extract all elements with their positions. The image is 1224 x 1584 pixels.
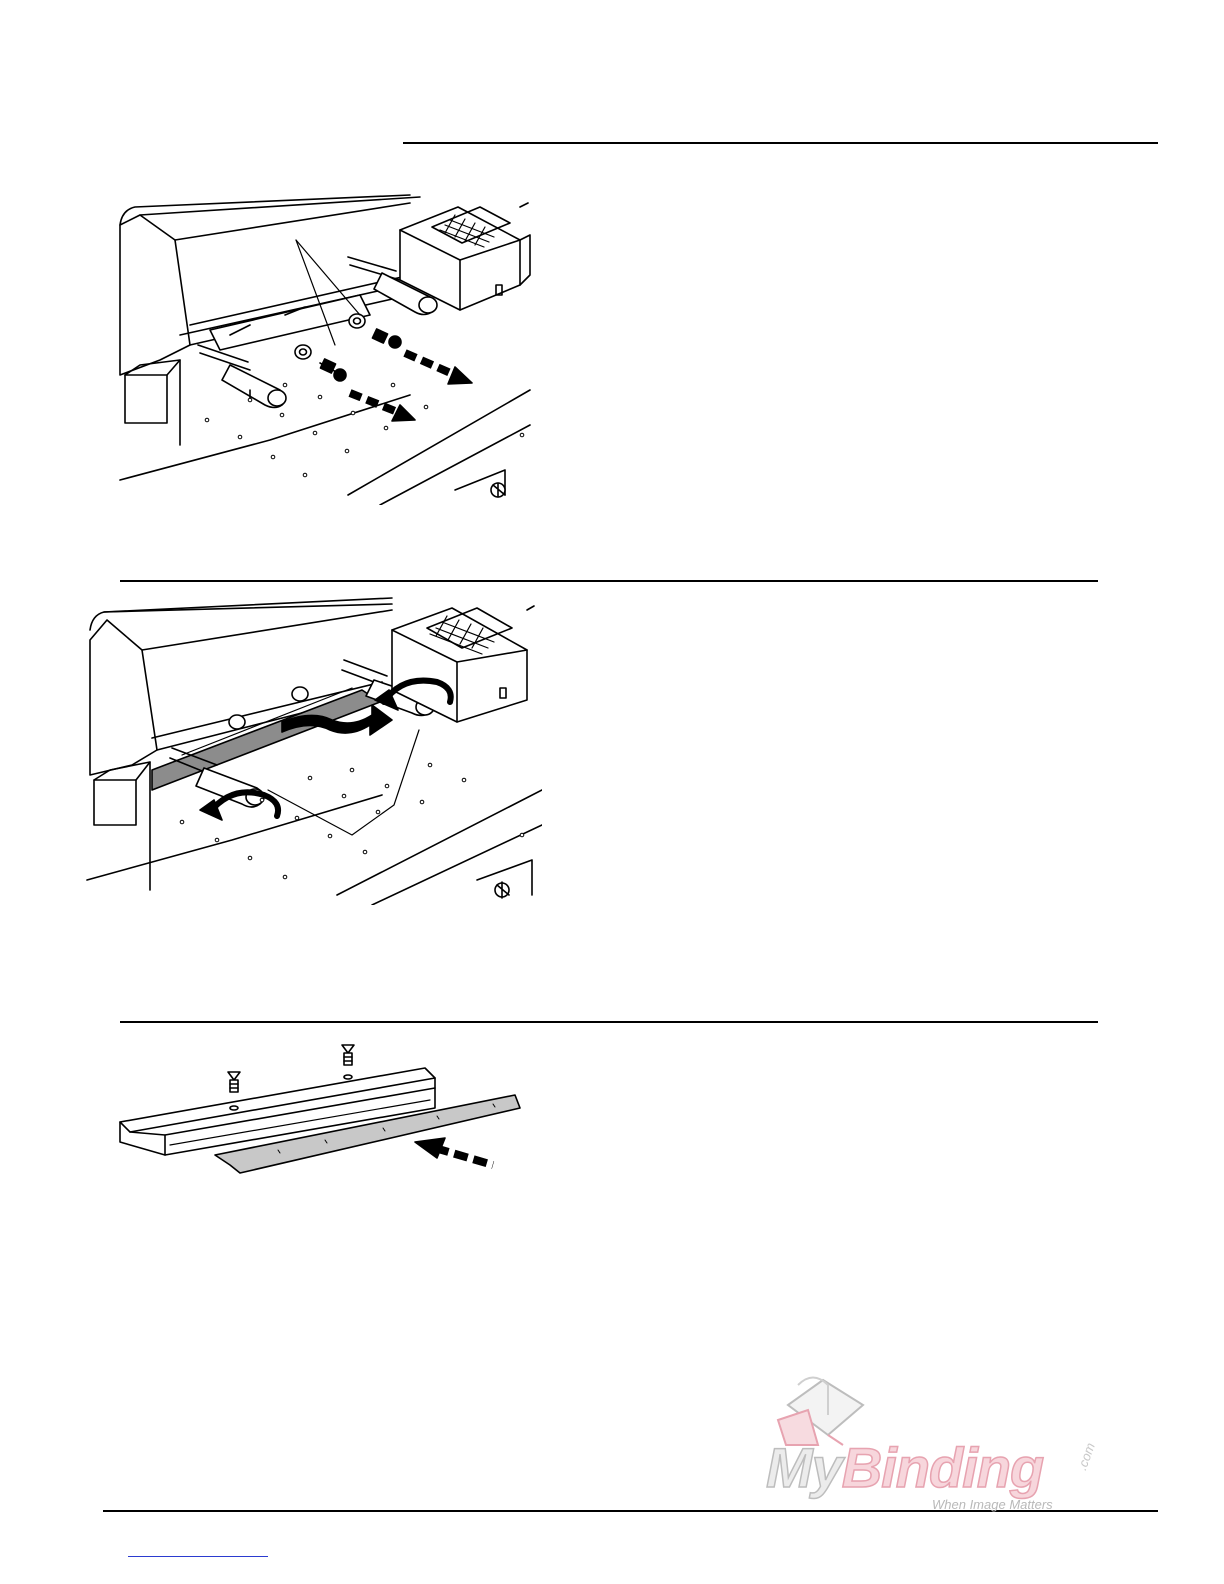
logo-tagline: When Image Matters: [932, 1497, 1053, 1512]
section-rule-1: [120, 580, 1098, 582]
logo-domain-suffix: .com: [1074, 1440, 1098, 1473]
footer-link-underline[interactable]: [128, 1556, 268, 1557]
remove-knife-screws-figure: [110, 185, 540, 505]
mybinding-logo: [760, 1365, 1110, 1515]
knife-holder-figure: [115, 1040, 535, 1180]
section-rule-2: [120, 1021, 1098, 1023]
top-rule: [403, 142, 1158, 144]
logo-brand-prefix: My: [766, 1436, 842, 1499]
rotate-handles-figure: [82, 590, 542, 905]
logo-brand-main: Binding: [841, 1436, 1044, 1499]
